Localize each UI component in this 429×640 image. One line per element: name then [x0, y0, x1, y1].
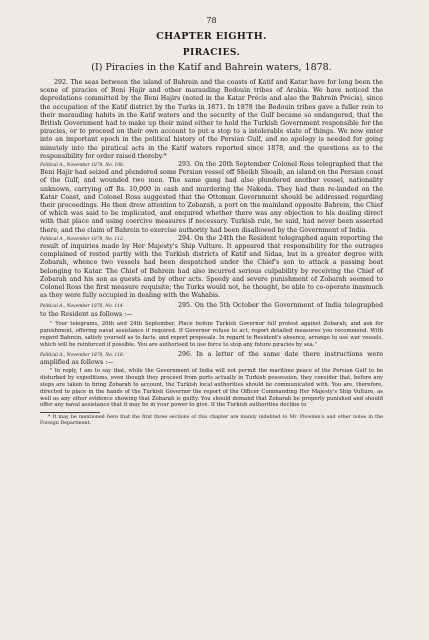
- footnote: * It may be mentioned here that the first three sections of this chapter are mainly indebted to Mr. Plowden's and other notes in the Foreign Department.: [40, 415, 383, 427]
- chapter-title: CHAPTER EIGHTH.: [156, 31, 267, 42]
- paragraph-293: [40, 161, 383, 235]
- margin-note-2: Political A., November 1878, No. 112.: [40, 236, 125, 242]
- quote-telegram: " Your telegrams, 20th and 24th September. Place before Turkish Governor full protest against Zobarah, and ask for punishment, offering naval assistance if required. If Governor refuse to act, report detailed measures you recommend. With regard Bahrein, satisfy yourself as to facts, and report proposals. In regard to Resident's absence, arrange to use war vessels, which will be reinforced if possible. You are authorised to use force to stop any future piracies by sea.": [40, 320, 383, 348]
- quote-letter: " In reply, I am to say that, while the Government of India will not permit the maritime peace of the Persian Gulf to be disturbed by expeditions, even though they proceed from ports actually in Turkish possession, they consider that, before any steps are taken to bring Zobarah to account, the Turkish local authorities should be communicated with. You are, therefore, directed to place in the hands of the Turkish Governor the report of the Officer Commanding Her Majesty's Ship Vulture, as well as any other evidence showing that Zobarah is guilty. You should demand that Zobarah be properly punished and should offer any naval assistance that it may be in your power to give. If the Turkish authorities decline to: [40, 367, 383, 409]
- paragraph-295: [40, 302, 383, 318]
- margin-note-3: Political A., November 1878, No. 114.: [40, 304, 125, 310]
- footnote-divider: [40, 412, 100, 413]
- paragraph-292: 292. The seas between the island of Bahrein and the coasts of Katif and Katar have for long been the scene of piracies of Beni Hajir and other marauding Bedouin tribes of Arabia. We have noticed the depredations committed by the Beni Hajirs (noted in the Katar Précis and also the Bahrein Précis), since the occupation of the Katif district by the Turks in 1871. In 1878 the Bedouin tribes gave a fuller rein to their marauding habits in the Katif waters and the security of the Gulf became so endangered, that the British Government had to make up their mind either to hold the Turkish Government responsible for the piracies, or to proceed on their own account to put a stop to a intolerable state of things. We now enter into an important epoch in the political history of the Persian Gulf, and no apology is needed for going minutely into the piratical acts in the Katif waters reported since 1878, and the questions as to the responsibility for order raised thereby.*: [40, 79, 383, 160]
- paragraph-295-text: 295. On the 5th October the Government of India telegraphed to the Resident as follows :—: [40, 302, 383, 318]
- paragraph-296: [40, 351, 383, 367]
- section-title: PIRACIES.: [182, 48, 241, 58]
- margin-note-1: Political A., November 1878, No. 108.: [40, 163, 125, 169]
- margin-note-4: Political A., November 1878, No. 116.: [40, 352, 125, 358]
- paragraph-294-text: 294. On the 24th the Resident telegraphed again reporting the result of inquiries made by Her Majesty's Ship Vulture. It appeared that responsibility for the outrages complained of rested partly with the Turkish districts of Katif and Sidaa, but in a greater degree with Zobarah, whence two vessels had been despatched under the Chief's son to attack a passing boat belonging to Katar. The Chief of Bahrein had also incurred serious culpability by receiving the Chief of Zobarah and his son as guests and by other acts. Speedy and severe punishment of Zobarah seemed to Colonel Ross the first measure requisite; the Turks would not, he thought, be able to co-operate inasmuch as they were fully occupied in dealing with the Wahabis.: [40, 234, 383, 300]
- paragraph-293-text: 293. On the 20th September Colonel Ross telegraphed that the Beni Hajir had seized and plundered some Persian vessel off Sheikh Shoaib, an island on the Persian coast of the Gulf, and wounded two men. The same gang had also plundered another vessel, nationality unknown, carrying off Rs. 10,000 in cash and murdering the Nakoda. They had then re-landed on the Katar Coast, and Colonel Ross suggested that the Ottoman Government should be addressed regarding their proceedings. He then drew attention to Zobarah, a port on the mainland opposite Bahrein, the Chief of which was said to be implicated, and enquired whether there was any objection to his dealing direct with that place and using coercive measures if necessary. Turkish rule, he said, had never been asserted there, and the claim of Bahrein to exercise authority had been disallowed by the Government of India.: [40, 161, 383, 234]
- paragraph-294: [40, 235, 383, 301]
- subtitle: (I) Piracies in the Katif and Bahrein waters, 1878.: [91, 62, 332, 73]
- paragraph-296-text: 296. In a letter of the same date there instructions were amplified as follows :—: [40, 350, 383, 366]
- page-number: 78: [206, 16, 217, 25]
